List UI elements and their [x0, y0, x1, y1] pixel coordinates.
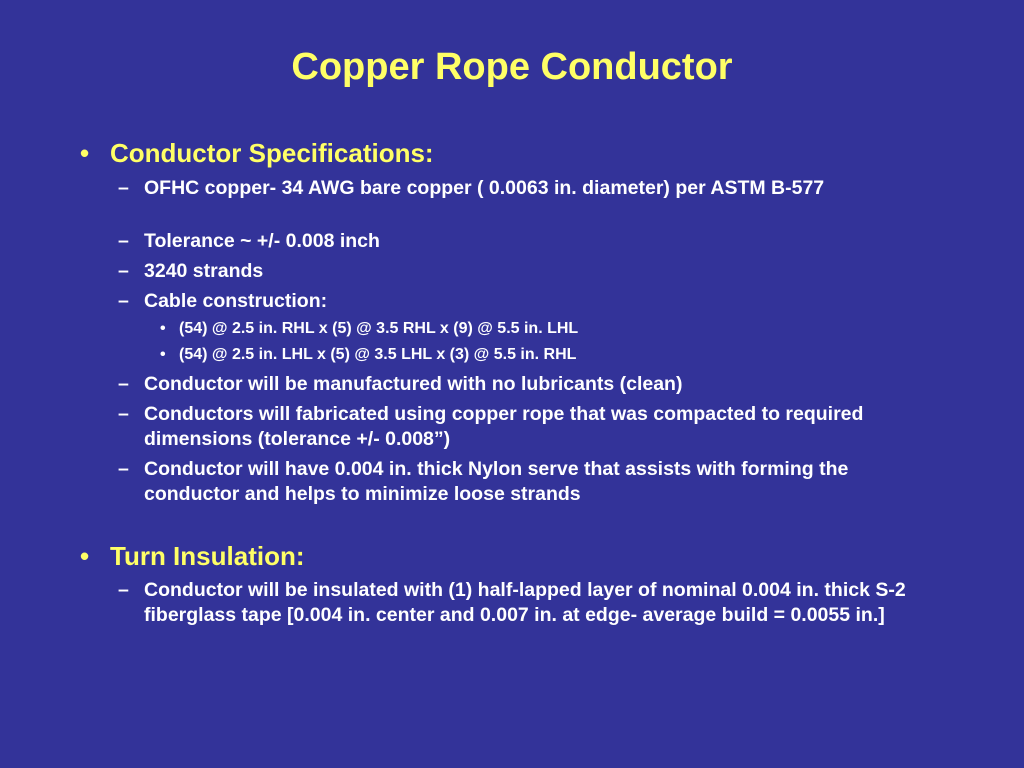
dash-icon: –	[118, 403, 129, 425]
bullet-icon: •	[80, 138, 90, 168]
list-item-text: Conductor will be manufactured with no lubricants (clean)	[144, 373, 683, 395]
dash-icon: –	[118, 230, 129, 252]
list-item-text: Tolerance ~ +/- 0.008 inch	[144, 230, 380, 252]
section-heading-text: Conductor Specifications:	[110, 138, 434, 168]
dash-icon: –	[118, 177, 129, 199]
section-heading-text: Turn Insulation:	[110, 541, 305, 571]
list-item-text: Conductors will fabricated using copper rope that was compacted to required dimensions (tolerance +/- 0.008”)	[144, 403, 864, 450]
dash-icon: –	[118, 290, 129, 312]
bullet-icon: •	[160, 346, 166, 363]
dash-icon: –	[118, 579, 129, 601]
slide-title: Copper Rope Conductor	[291, 46, 733, 88]
list-item-text: 3240 strands	[144, 260, 264, 282]
list-item-text: Conductor will be insulated with (1) half-lapped layer of nominal 0.004 in. thick S-2 fiberglass tape [0.004 in. center and 0.007 in. at edge- average build = 0.0055 in.]	[144, 579, 906, 626]
bullet-icon: •	[80, 541, 90, 571]
bullet-icon: •	[160, 320, 166, 337]
sub-list-item-text: (54) @ 2.5 in. RHL x (5) @ 3.5 RHL x (9) @ 5.5 in. LHL	[179, 320, 579, 337]
dash-icon: –	[118, 458, 129, 480]
sub-list-item-text: (54) @ 2.5 in. LHL x (5) @ 3.5 LHL x (3) @ 5.5 in. RHL	[179, 346, 577, 363]
list-item-text: Cable construction:	[144, 290, 328, 312]
list-item-text: Conductor will have 0.004 in. thick Nylon serve that assists with forming the conductor and helps to minimize loose strands	[144, 458, 849, 505]
dash-icon: –	[118, 373, 129, 395]
list-item-text: OFHC copper- 34 AWG bare copper ( 0.0063 in. diameter) per ASTM B-577	[144, 177, 825, 199]
dash-icon: –	[118, 260, 129, 282]
